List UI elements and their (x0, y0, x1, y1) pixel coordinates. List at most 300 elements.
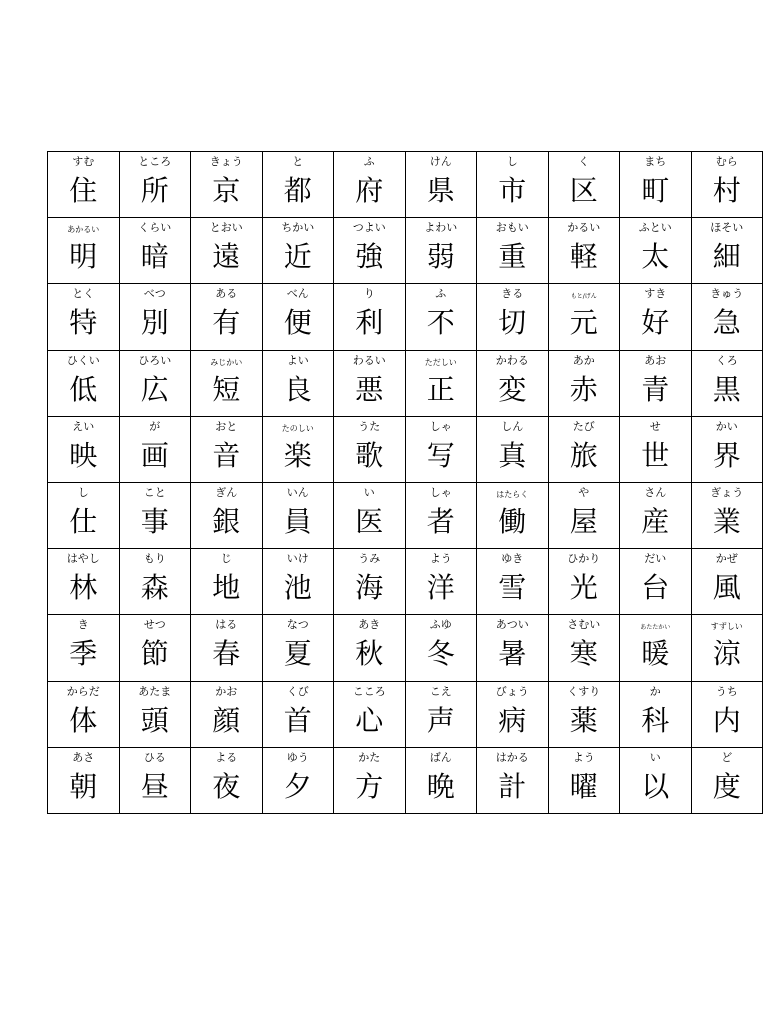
kanji-reading: ゆき (501, 552, 524, 566)
kanji-character: 界 (712, 438, 741, 472)
kanji-character: 好 (641, 306, 670, 340)
kanji-reading: かお (215, 684, 238, 698)
kanji-character: 広 (140, 372, 169, 406)
kanji-character: 医 (355, 504, 384, 538)
kanji-character: 首 (283, 703, 312, 737)
kanji-character: 冬 (426, 637, 455, 671)
kanji-character: 者 (426, 504, 455, 538)
kanji-character: 事 (140, 504, 169, 538)
kanji-reading: もり (143, 552, 166, 566)
kanji-reading: すむ (72, 155, 95, 168)
kanji-character: 内 (712, 703, 741, 737)
kanji-cell (477, 218, 549, 284)
kanji-reading: かわる (495, 353, 529, 367)
kanji-character: 声 (426, 703, 455, 737)
kanji-cell (119, 549, 191, 615)
kanji-character: 弱 (426, 240, 455, 274)
kanji-reading: うち (715, 684, 738, 698)
kanji-character: 方 (355, 769, 384, 803)
kanji-reading: い (649, 750, 661, 764)
kanji-cell (191, 681, 263, 747)
kanji-character: 心 (355, 703, 384, 737)
kanji-reading: はやし (66, 552, 100, 566)
kanji-cell (48, 218, 120, 284)
kanji-reading: だい (644, 552, 667, 566)
kanji-cell (548, 218, 620, 284)
kanji-cell (548, 482, 620, 548)
kanji-cell (691, 416, 763, 482)
kanji-character: 秋 (355, 637, 384, 671)
kanji-character: 池 (283, 571, 312, 605)
kanji-reading: よう (572, 750, 595, 764)
kanji-cell (405, 284, 477, 350)
kanji-reading: いん (286, 485, 309, 499)
kanji-character: 太 (641, 240, 670, 274)
kanji-reading: すずしい (710, 622, 743, 632)
kanji-cell (620, 747, 692, 813)
kanji-cell (191, 416, 263, 482)
kanji-cell (548, 615, 620, 681)
kanji-cell (191, 615, 263, 681)
kanji-character: 急 (712, 306, 741, 340)
kanji-reading: くび (286, 684, 309, 698)
kanji-cell (48, 152, 120, 218)
kanji-cell (405, 681, 477, 747)
kanji-character: 暖 (641, 637, 670, 671)
kanji-cell (405, 482, 477, 548)
kanji-reading: あたま (138, 684, 172, 698)
kanji-cell (262, 681, 334, 747)
kanji-character: 海 (355, 571, 384, 605)
kanji-reading: せつ (143, 618, 166, 632)
kanji-reading: こと (143, 485, 166, 499)
kanji-reading: こえ (429, 684, 452, 698)
kanji-cell (262, 549, 334, 615)
kanji-cell (691, 747, 763, 813)
kanji-reading: あつい (495, 618, 529, 632)
kanji-cell (477, 615, 549, 681)
kanji-cell (48, 482, 120, 548)
kanji-reading: さん (644, 485, 667, 499)
kanji-cell (620, 284, 692, 350)
kanji-reading: ふ (435, 287, 447, 301)
kanji-cell (48, 284, 120, 350)
kanji-reading: ゆう (286, 750, 309, 764)
kanji-character: 赤 (569, 372, 598, 406)
kanji-reading: ひる (143, 750, 166, 764)
kanji-cell (620, 350, 692, 416)
kanji-character: 屋 (569, 504, 598, 538)
kanji-reading: すき (644, 287, 667, 301)
kanji-reading: べつ (143, 287, 166, 301)
kanji-reading: かぜ (715, 552, 738, 566)
kanji-reading: ふとい (638, 221, 672, 235)
kanji-reading: い (363, 485, 375, 499)
kanji-character: 便 (283, 306, 312, 340)
kanji-reading: はる (215, 618, 238, 632)
table-row (48, 284, 763, 350)
kanji-cell (191, 152, 263, 218)
kanji-character: 写 (426, 438, 455, 472)
kanji-cell (620, 549, 692, 615)
kanji-character: 軽 (569, 240, 598, 274)
table-row (48, 350, 763, 416)
kanji-cell (548, 152, 620, 218)
kanji-cell (477, 482, 549, 548)
kanji-character: 雪 (498, 571, 527, 605)
kanji-cell (119, 681, 191, 747)
kanji-character: 黒 (712, 372, 741, 406)
kanji-cell (334, 350, 406, 416)
kanji-reading: まち (644, 155, 667, 168)
kanji-cell (119, 152, 191, 218)
kanji-reading: よわい (424, 221, 458, 235)
kanji-character: 京 (212, 174, 241, 207)
kanji-cell (119, 284, 191, 350)
kanji-reading: うみ (358, 552, 381, 566)
kanji-cell (191, 549, 263, 615)
kanji-reading: しゃ (429, 419, 452, 433)
kanji-character: 業 (712, 504, 741, 538)
kanji-reading: なつ (286, 618, 309, 632)
kanji-cell (691, 615, 763, 681)
kanji-reading: ぎょう (710, 485, 744, 499)
kanji-character: 涼 (712, 637, 741, 671)
kanji-reading: が (149, 419, 161, 433)
kanji-character: 体 (69, 703, 98, 737)
kanji-character: 町 (641, 174, 670, 207)
kanji-cell (119, 416, 191, 482)
kanji-character: 顔 (212, 703, 241, 737)
kanji-reading: つよい (352, 221, 386, 235)
kanji-reading: ある (215, 287, 238, 301)
kanji-character: 楽 (283, 438, 312, 472)
kanji-cell (405, 549, 477, 615)
kanji-reading: ばん (429, 750, 452, 764)
kanji-reading: たのしい (281, 423, 314, 433)
kanji-cell (691, 350, 763, 416)
kanji-character: 短 (212, 372, 241, 406)
kanji-cell (334, 218, 406, 284)
kanji-reading: よう (429, 552, 452, 566)
table-row (48, 615, 763, 681)
kanji-cell (477, 416, 549, 482)
kanji-reading: ふ (363, 155, 375, 168)
kanji-cell (477, 284, 549, 350)
kanji-reading: しん (501, 419, 524, 433)
kanji-cell (48, 681, 120, 747)
kanji-character: 頭 (140, 703, 169, 737)
kanji-cell (620, 152, 692, 218)
kanji-cell (405, 350, 477, 416)
kanji-cell (262, 218, 334, 284)
kanji-character: 台 (641, 571, 670, 605)
kanji-cell (262, 615, 334, 681)
kanji-character: 春 (212, 637, 241, 671)
kanji-reading: たび (572, 419, 595, 433)
kanji-cell (477, 747, 549, 813)
kanji-cell (548, 284, 620, 350)
kanji-character: 林 (69, 571, 98, 605)
kanji-cell (405, 416, 477, 482)
kanji-cell (477, 350, 549, 416)
kanji-cell (620, 218, 692, 284)
kanji-reading: むら (715, 155, 738, 168)
kanji-cell (691, 152, 763, 218)
kanji-reading: し (77, 485, 89, 499)
kanji-character: 府 (355, 174, 384, 207)
kanji-reading: ど (721, 750, 733, 764)
kanji-reading: ひろい (138, 353, 172, 367)
kanji-cell (477, 681, 549, 747)
kanji-character: 旅 (569, 438, 598, 472)
table-row (48, 747, 763, 813)
kanji-cell (334, 152, 406, 218)
kanji-character: 変 (498, 372, 527, 406)
kanji-reading: しゃ (429, 485, 452, 499)
kanji-character: 真 (498, 438, 527, 472)
table-row (48, 482, 763, 548)
kanji-reading: みじかい (210, 357, 243, 367)
kanji-character: 元 (569, 306, 598, 340)
kanji-character: 薬 (569, 703, 598, 737)
kanji-cell (548, 681, 620, 747)
kanji-reading: からだ (66, 684, 100, 698)
kanji-character: 曜 (569, 769, 598, 803)
kanji-cell (262, 416, 334, 482)
kanji-cell (691, 284, 763, 350)
kanji-character: 科 (641, 703, 670, 737)
kanji-reading: おと (215, 419, 238, 433)
kanji-reading: し (506, 155, 518, 168)
kanji-character: 夏 (283, 637, 312, 671)
kanji-cell (48, 416, 120, 482)
kanji-cell (548, 549, 620, 615)
kanji-character: 季 (69, 637, 98, 671)
kanji-cell (620, 615, 692, 681)
kanji-character: 特 (69, 306, 98, 340)
kanji-cell (48, 350, 120, 416)
kanji-character: 別 (140, 306, 169, 340)
kanji-cell (191, 284, 263, 350)
kanji-cell (477, 549, 549, 615)
kanji-reading: かい (715, 419, 738, 433)
kanji-cell (262, 482, 334, 548)
kanji-character: 利 (355, 306, 384, 340)
kanji-reading: おもい (495, 221, 529, 235)
kanji-reading: くすり (567, 684, 601, 698)
kanji-cell (191, 350, 263, 416)
kanji-character: 員 (283, 504, 312, 538)
kanji-character: 暗 (140, 240, 169, 274)
kanji-character: 正 (426, 372, 455, 406)
kanji-character: 風 (712, 571, 741, 605)
kanji-character: 働 (498, 504, 527, 538)
kanji-character: 洋 (426, 571, 455, 605)
kanji-cell (334, 416, 406, 482)
kanji-character: 明 (69, 240, 98, 274)
kanji-character: 節 (140, 637, 169, 671)
kanji-cell (48, 615, 120, 681)
kanji-reading: けん (429, 155, 452, 168)
table-row (48, 152, 763, 218)
kanji-character: 市 (498, 174, 527, 207)
kanji-character: 青 (641, 372, 670, 406)
kanji-reading: とおい (209, 221, 243, 235)
kanji-character: 住 (69, 174, 98, 207)
kanji-reading: かるい (567, 221, 601, 235)
kanji-cell (405, 152, 477, 218)
kanji-character: 地 (212, 571, 241, 605)
kanji-reading: あか (572, 353, 595, 367)
kanji-character: 遠 (212, 240, 241, 274)
kanji-reading: もと/げん (570, 293, 597, 301)
kanji-character: 村 (712, 174, 741, 207)
kanji-reading: ぎん (215, 485, 238, 499)
kanji-reading: と (292, 155, 304, 168)
kanji-character: 朝 (69, 769, 98, 803)
kanji-cell (191, 482, 263, 548)
kanji-cell (119, 615, 191, 681)
kanji-cell (548, 350, 620, 416)
table-row (48, 549, 763, 615)
kanji-reading: あたたかい (640, 624, 671, 632)
kanji-cell (119, 482, 191, 548)
kanji-character: 重 (498, 240, 527, 274)
kanji-character: 光 (569, 571, 598, 605)
table-row (48, 681, 763, 747)
kanji-reading: きゅう (710, 287, 744, 301)
kanji-cell (405, 218, 477, 284)
kanji-cell (405, 615, 477, 681)
kanji-cell (405, 747, 477, 813)
kanji-cell (334, 681, 406, 747)
kanji-character: 切 (498, 306, 527, 340)
kanji-character: 区 (569, 174, 598, 207)
kanji-cell (691, 482, 763, 548)
kanji-character: 強 (355, 240, 384, 274)
kanji-reading: き (77, 618, 89, 632)
kanji-character: 病 (498, 703, 527, 737)
kanji-character: 所 (140, 174, 169, 207)
kanji-cell (334, 284, 406, 350)
kanji-character: 映 (69, 438, 98, 472)
kanji-reading: ちかい (281, 221, 315, 235)
kanji-character: 晩 (426, 769, 455, 803)
kanji-reading: うた (358, 419, 381, 433)
kanji-cell (48, 747, 120, 813)
kanji-reading: わるい (352, 353, 386, 367)
kanji-reading: あさ (72, 750, 95, 764)
kanji-cell (334, 482, 406, 548)
kanji-reading: ひかり (567, 552, 601, 566)
kanji-cell (119, 218, 191, 284)
kanji-table (47, 151, 763, 814)
kanji-reading: えい (72, 419, 95, 433)
kanji-reading: こころ (352, 684, 386, 698)
kanji-character: 計 (498, 769, 527, 803)
kanji-reading: く (578, 155, 590, 168)
kanji-reading: いけ (286, 552, 309, 566)
kanji-character: 近 (283, 240, 312, 274)
kanji-cell (191, 747, 263, 813)
kanji-cell (334, 549, 406, 615)
kanji-cell (691, 681, 763, 747)
kanji-reading: あき (358, 618, 381, 632)
kanji-reading: はたらく (496, 489, 529, 499)
kanji-character: 都 (283, 174, 312, 207)
kanji-reading: きょう (209, 155, 243, 168)
kanji-cell (191, 218, 263, 284)
kanji-character: 暑 (498, 637, 527, 671)
kanji-character: 以 (641, 769, 670, 803)
kanji-reading: よる (215, 750, 238, 764)
kanji-cell (119, 350, 191, 416)
kanji-character: 悪 (355, 372, 384, 406)
kanji-cell (620, 416, 692, 482)
kanji-cell (262, 152, 334, 218)
kanji-character: 世 (641, 438, 670, 472)
kanji-reading: あお (644, 353, 667, 367)
kanji-reading: さむい (567, 618, 601, 632)
kanji-character: 歌 (355, 438, 384, 472)
kanji-character: 音 (212, 438, 241, 472)
kanji-cell (691, 549, 763, 615)
kanji-reading: はかる (495, 750, 529, 764)
table-row (48, 416, 763, 482)
kanji-reading: か (649, 684, 661, 698)
kanji-reading: ひくい (66, 353, 100, 367)
kanji-character: 良 (283, 372, 312, 406)
kanji-character: 銀 (212, 504, 241, 538)
kanji-reading: じ (220, 552, 232, 566)
kanji-character: 画 (140, 438, 169, 472)
kanji-character: 寒 (569, 637, 598, 671)
kanji-reading: かた (358, 750, 381, 764)
kanji-cell (548, 747, 620, 813)
kanji-reading: べん (286, 287, 309, 301)
kanji-reading: ただしい (424, 357, 457, 367)
kanji-reading: ふゆ (429, 618, 452, 632)
kanji-cell (620, 681, 692, 747)
kanji-cell (48, 549, 120, 615)
kanji-reading: ところ (138, 155, 172, 168)
kanji-reading: せ (649, 419, 661, 433)
kanji-reading: くろ (715, 353, 738, 367)
kanji-cell (691, 218, 763, 284)
kanji-reading: あかるい (67, 225, 100, 235)
kanji-character: 仕 (69, 504, 98, 538)
kanji-character: 夜 (212, 769, 241, 803)
kanji-cell (334, 747, 406, 813)
kanji-character: 産 (641, 504, 670, 538)
kanji-cell (620, 482, 692, 548)
kanji-cell (262, 284, 334, 350)
kanji-character: 森 (140, 571, 169, 605)
kanji-cell (548, 416, 620, 482)
kanji-cell (477, 152, 549, 218)
kanji-character: 細 (712, 240, 741, 274)
kanji-cell (119, 747, 191, 813)
kanji-character: 不 (426, 306, 455, 340)
kanji-character: 有 (212, 306, 241, 340)
kanji-character: 昼 (140, 769, 169, 803)
kanji-character: 低 (69, 372, 98, 406)
kanji-character: 度 (712, 769, 741, 803)
kanji-reading: よい (286, 353, 309, 367)
kanji-cell (334, 615, 406, 681)
kanji-reading: ほそい (710, 221, 744, 235)
